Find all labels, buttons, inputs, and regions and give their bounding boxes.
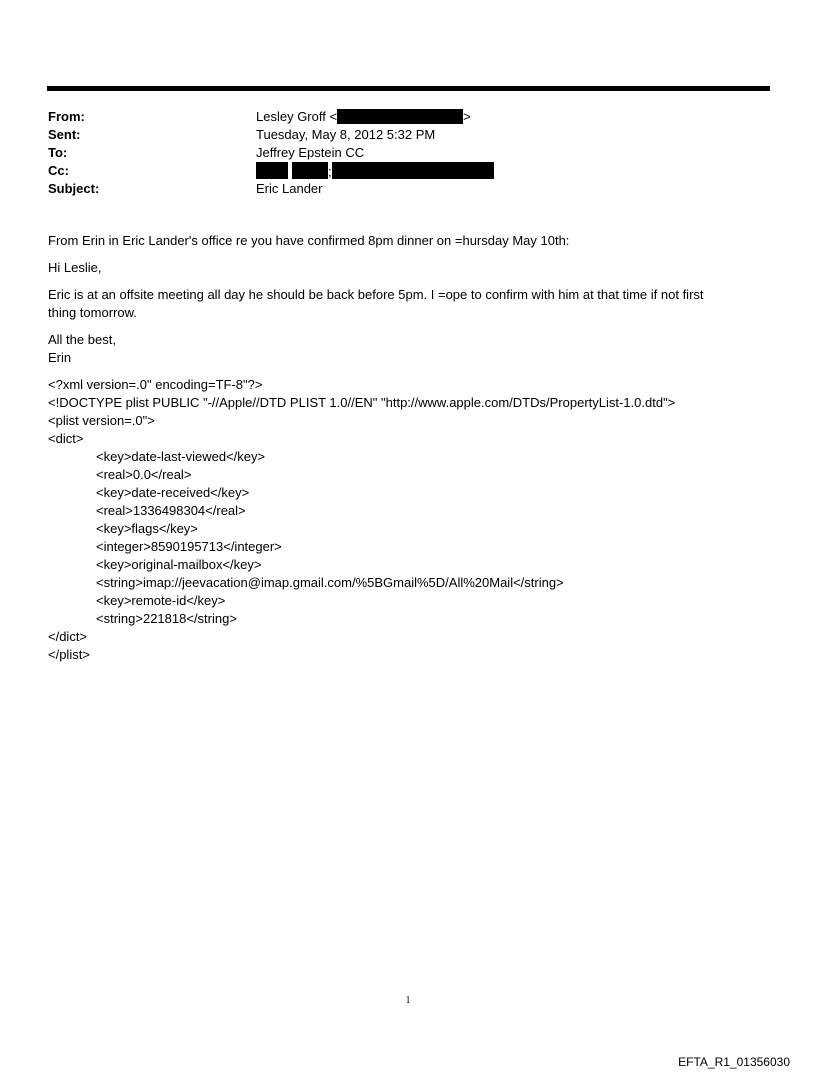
plist-block <box>48 376 748 664</box>
signoff-block <box>48 331 748 367</box>
sent-value: Tuesday, May 8, 2012 5:32 PM <box>256 127 436 142</box>
message-line: thing tomorrow. <box>48 305 137 320</box>
sent-label: Sent: <box>48 127 81 142</box>
plist-line: <key>date-last-viewed</key> <box>96 449 266 464</box>
signature: Erin <box>48 350 72 365</box>
to-label: To: <box>48 145 68 160</box>
plist-line: </plist> <box>48 647 90 662</box>
page-number: 1 <box>405 995 411 1006</box>
plist-line: <string>imap://jeevacation@imap.gmail.com/%5BGmail%5D/All%20Mail</string> <box>96 575 564 590</box>
from-value <box>256 108 471 126</box>
from-label: From: <box>48 109 85 124</box>
plist-line: <?xml version=.0" encoding=TF-8"?> <box>48 377 263 392</box>
redaction-box <box>337 109 463 124</box>
cc-separator: ; <box>328 164 332 179</box>
plist-line: <key>date-received</key> <box>96 485 250 500</box>
plist-line: <!DOCTYPE plist PUBLIC "-//Apple//DTD PLIST 1.0//EN" "http://www.apple.com/DTDs/PropertyList-1.0.dtd"> <box>48 395 676 410</box>
plist-line: <dict> <box>48 431 84 446</box>
plist-line: <real>1336498304</real> <box>96 503 246 518</box>
greeting: Hi Leslie, <box>48 260 102 275</box>
subject-label: Subject: <box>48 181 100 196</box>
from-name: Lesley Groff < <box>256 109 338 124</box>
redaction-box <box>292 162 328 179</box>
plist-line: <plist version=.0"> <box>48 413 155 428</box>
plist-line: <integer>8590195713</integer> <box>96 539 282 554</box>
plist-line: <key>remote-id</key> <box>96 593 226 608</box>
subject-value: Eric Lander <box>256 181 323 196</box>
message-line: Eric is at an offsite meeting all day he should be back before 5pm. I =ope to confirm with him at that time if not first <box>48 287 704 302</box>
message-paragraph <box>48 286 748 322</box>
to-value: Jeffrey Epstein CC <box>256 145 365 160</box>
intro-paragraph: From Erin in Eric Lander's office re you have confirmed 8pm dinner on =hursday May 10th: <box>48 233 570 248</box>
plist-line: </dict> <box>48 629 88 644</box>
document-id: EFTA_R1_01356030 <box>678 1055 790 1069</box>
redaction-box <box>332 162 494 179</box>
plist-line: <real>0.0</real> <box>96 467 192 482</box>
redaction-box <box>256 162 288 179</box>
email-body <box>48 232 748 664</box>
plist-line: <key>original-mailbox</key> <box>96 557 262 572</box>
cc-value <box>256 162 494 181</box>
header-rule <box>47 86 770 91</box>
plist-line: <string>221818</string> <box>96 611 237 626</box>
from-end: > <box>463 109 471 124</box>
signoff: All the best, <box>48 332 116 347</box>
cc-label: Cc: <box>48 163 69 178</box>
plist-line: <key>flags</key> <box>96 521 198 536</box>
